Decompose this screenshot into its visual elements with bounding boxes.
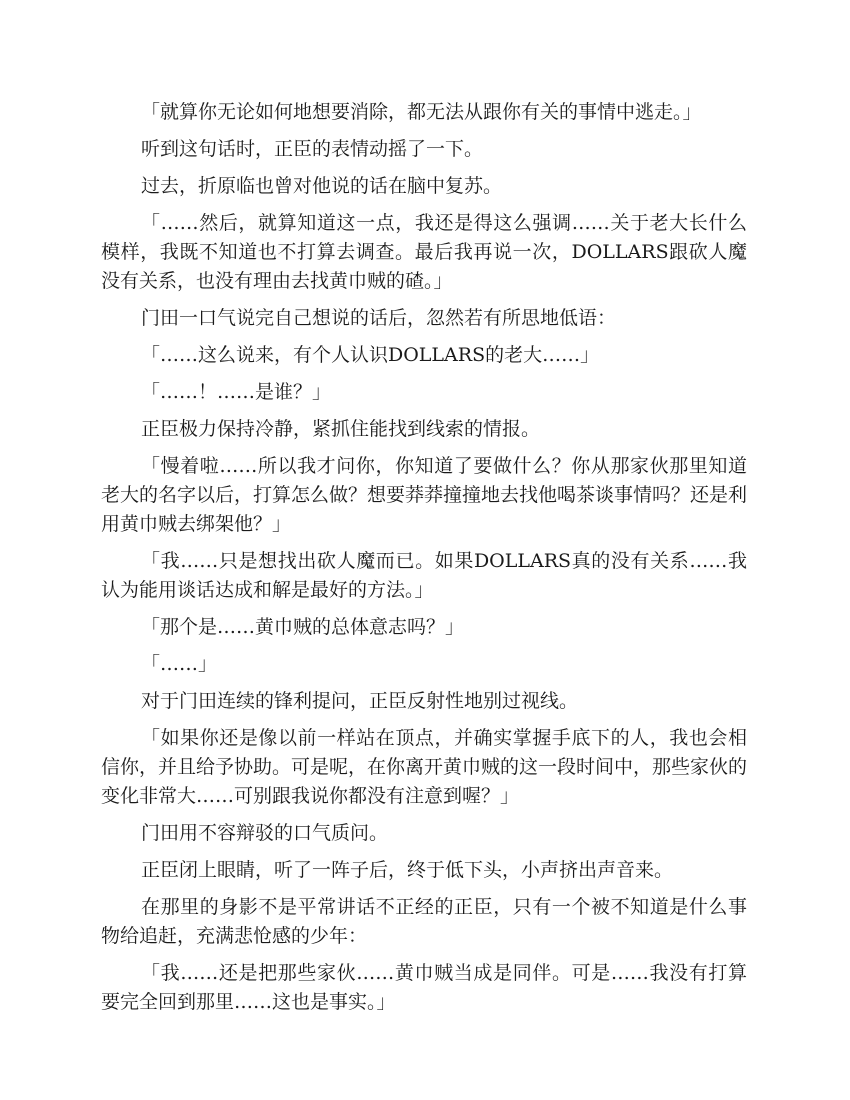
paragraph: 在那里的身影不是平常讲话不正经的正臣，只有一个被不知道是什么事物给追赶，充满悲怆感的少年： (101, 896, 747, 947)
paragraph: 门田用不容辩驳的口气质问。 (141, 822, 389, 844)
paragraph: 「……然后，就算知道这一点，我还是得这么强调……关于老大长什么模样，我既不知道也不打算去调查。最后我再说一次，DOLLARS跟砍人魔没有关系，也没有理由去找黄巾贼的碴。」 (101, 212, 747, 292)
paragraph: 「……」 (141, 653, 218, 675)
paragraph: 门田一口气说完自己想说的话后，忽然若有所思地低语： (141, 307, 617, 329)
paragraph: 「慢着啦……所以我才问你，你知道了要做什么？你从那家伙那里知道老大的名字以后，打算怎么做？想要莽莽撞撞地去找他喝茶谈事情吗？还是利用黄巾贼去绑架他？」 (101, 455, 748, 535)
paragraph: 「如果你还是像以前一样站在顶点，并确实掌握手底下的人，我也会相信你，并且给予协助。可是呢，在你离开黄巾贼的这一段时间中，那些家伙的变化非常大……可别跟我说你都没有注意到喔？」 (101, 727, 748, 807)
paragraph: 对于门田连续的锋利提问，正臣反射性地别过视线。 (141, 690, 579, 712)
paragraph: 「……这么说来，有个人认识DOLLARS的老大……」 (141, 344, 600, 366)
paragraph: 过去，折原临也曾对他说的话在脑中复苏。 (141, 175, 503, 197)
text-body (101, 98, 747, 1025)
paragraph: 「我……还是把那些家伙……黄巾贼当成是同伴。可是……我没有打算要完全回到那里……这也是事实。」 (101, 962, 747, 1013)
paragraph: 「……！……是谁？」 (141, 381, 332, 403)
paragraph: 正臣极力保持冷静，紧抓住能找到线索的情报。 (141, 418, 541, 440)
paragraph: 「我……只是想找出砍人魔而已。如果DOLLARS真的没有关系……我认为能用谈话达成和解是最好的方法。」 (101, 550, 747, 601)
paragraph: 听到这句话时，正臣的表情动摇了一下。 (141, 138, 484, 160)
paragraph: 「就算你无论如何地想要消除，都无法从跟你有关的事情中逃走。」 (141, 101, 702, 123)
paragraph: 正臣闭上眼睛，听了一阵子后，终于低下头，小声挤出声音来。 (141, 859, 674, 881)
paragraph: 「那个是……黄巾贼的总体意志吗？」 (141, 616, 465, 638)
